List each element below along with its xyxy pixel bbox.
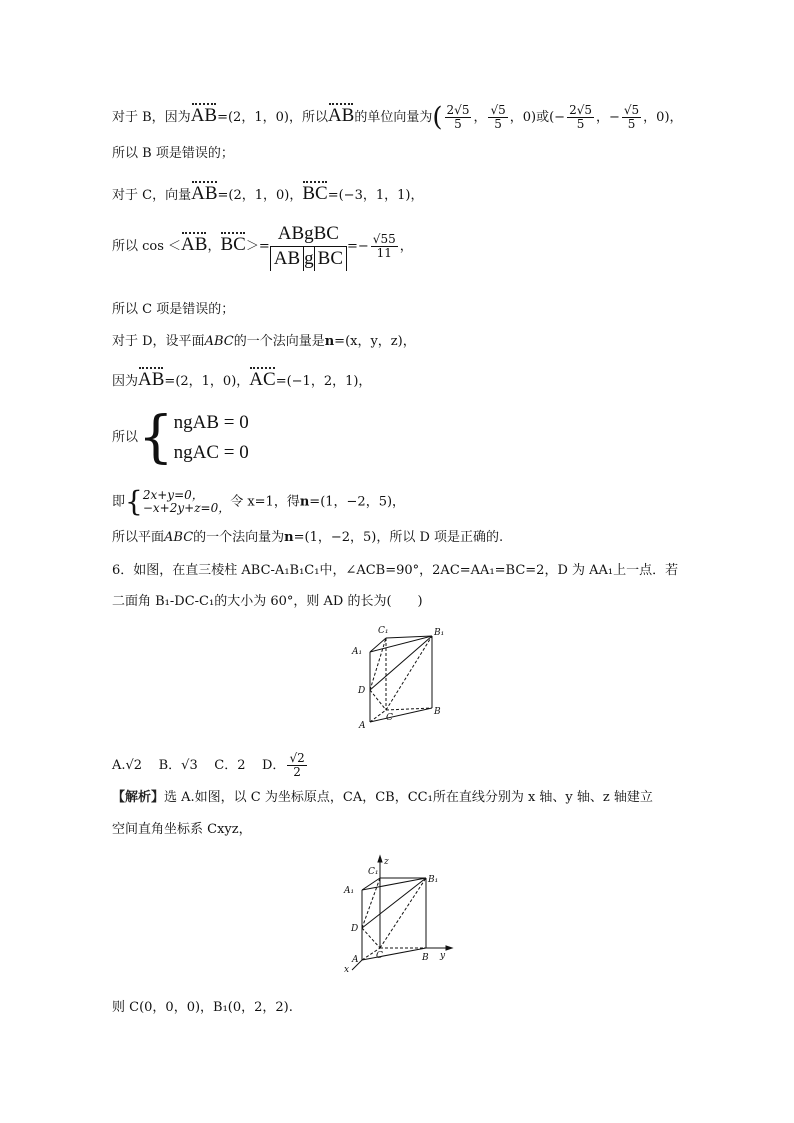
label-c1: C₁ — [368, 867, 379, 877]
solution-line1: 【解析】选 A.如图，以 C 为坐标原点，CA，CB，CC₁所在直线分别为 x 轴、y 轴、z 轴建立 — [112, 790, 653, 805]
label-a: A — [352, 955, 359, 965]
text: ，0)， — [643, 110, 683, 125]
option-d-line1: 对于 D，设平面ABC的一个法向量是n=(x，y，z)， — [112, 334, 416, 349]
equation: −x+2y+z=0， — [142, 501, 231, 515]
label-c: C — [376, 951, 383, 961]
option-d-system: 所以{ ngAB = 0 ngAC = 0 — [112, 405, 249, 470]
fraction: $\frac{2√5}{5}$ — [446, 103, 470, 131]
vector-ac: AC — [249, 369, 276, 390]
option-d-line2: 因为AB=(2，1，0)，AC=(−1，2，1)， — [112, 369, 372, 390]
vector-bc: BC — [220, 234, 246, 255]
label-b: B — [434, 707, 441, 717]
answer-options — [112, 752, 309, 779]
label-a: A — [359, 721, 366, 730]
equation: ngAC = 0 — [173, 442, 249, 463]
solution-tag: 【解析】 — [112, 790, 165, 805]
text: ，0)或(− — [509, 110, 566, 125]
question-6-line1: 6．如图，在直三棱柱 ABC-A₁B₁C₁中，∠ACB=90°，2AC=AA₁=BC=2，D 为 AA₁上一点．若 — [112, 563, 679, 578]
option-c: C．2 — [214, 758, 246, 773]
fraction: $\frac{2√5}{5}$ — [569, 103, 592, 131]
label-c1: C₁ — [378, 626, 389, 636]
option-c-conclusion: 所以 C 项是错误的； — [112, 302, 235, 317]
text: ，− — [595, 110, 620, 125]
text: 的单位向量为 — [354, 110, 433, 125]
label-b: B — [422, 953, 429, 963]
option-c-cos-line: 所以 cos ＜AB，BC＞= $\frac{\text{ABgBC}}{\text{AB g BC}}=-$ $\frac{√55}{11}$ ， — [112, 223, 413, 269]
option-d-solve: 即{ 2x+y=0， −x+2y+z=0， 令 x=1，得n=(1，−2，5)， — [112, 485, 406, 518]
fraction: $\frac{√5}{5}$ — [623, 103, 640, 131]
vector-ab: AB — [191, 183, 218, 204]
vector-ab: AB — [190, 105, 218, 126]
coordinates-line: 则 C(0，0，0)，B₁(0，2，2). — [112, 1000, 293, 1015]
label-z: z — [384, 857, 389, 867]
vector-ab: AB — [327, 105, 355, 126]
option-c-line: 对于 C，向量AB=(2，1，0)，BC=(−3，1，1)， — [112, 183, 424, 204]
option-b-conclusion: 所以 B 项是错误的； — [112, 146, 234, 161]
vector-ab: AB — [181, 234, 208, 255]
prism-figure — [346, 622, 456, 730]
label-b1: B₁ — [434, 628, 445, 638]
option-a: A.√2 — [112, 758, 143, 773]
text: =(2，1，0)，所以 — [217, 110, 328, 125]
fraction: $\frac{√2}{2}$ — [289, 751, 305, 779]
cos-fraction: $\frac{\text{ABgBC}}{\text{AB g BC}}$ — [270, 222, 347, 271]
coordinate-prism-figure — [338, 852, 464, 976]
label-d: D — [351, 924, 359, 934]
label-b1: B₁ — [428, 875, 439, 885]
solution-line2: 空间直角坐标系 Cxyz， — [112, 822, 252, 837]
option-d-conclusion: 所以平面ABC的一个法向量为n=(1，−2，5)，所以 D 项是正确的. — [112, 530, 504, 545]
label-a1: A₁ — [352, 647, 363, 657]
fraction: $\frac{√5}{5}$ — [490, 103, 506, 131]
option-d: D． — [262, 758, 286, 773]
equation: 2x+y=0， — [142, 488, 204, 502]
label-y: y — [440, 951, 446, 961]
label-d: D — [358, 686, 366, 696]
equation: ngAB = 0 — [173, 412, 249, 433]
option-b: B．√3 — [158, 758, 198, 773]
fraction: $\frac{√55}{11}$ — [372, 232, 396, 260]
vector-bc: BC — [302, 183, 328, 204]
label-c: C — [386, 713, 393, 723]
label-x: x — [344, 965, 350, 975]
option-b-line: 对于 B，因为AB=(2，1，0)，所以AB的单位向量为( $\frac{2√5}{5}$ ， $\frac{√5}{5}$ ，0)或(− $\frac{2√5}{5}$ ，− $\frac{√5}{5}$ ，0)， — [112, 102, 683, 133]
vector-ab: AB — [138, 369, 165, 390]
question-6-line2: 二面角 B₁-DC-C₁的大小为 60°，则 AD 的长为( ) — [112, 594, 423, 609]
label-a1: A₁ — [344, 886, 355, 896]
text: 对于 B，因为 — [112, 110, 191, 125]
